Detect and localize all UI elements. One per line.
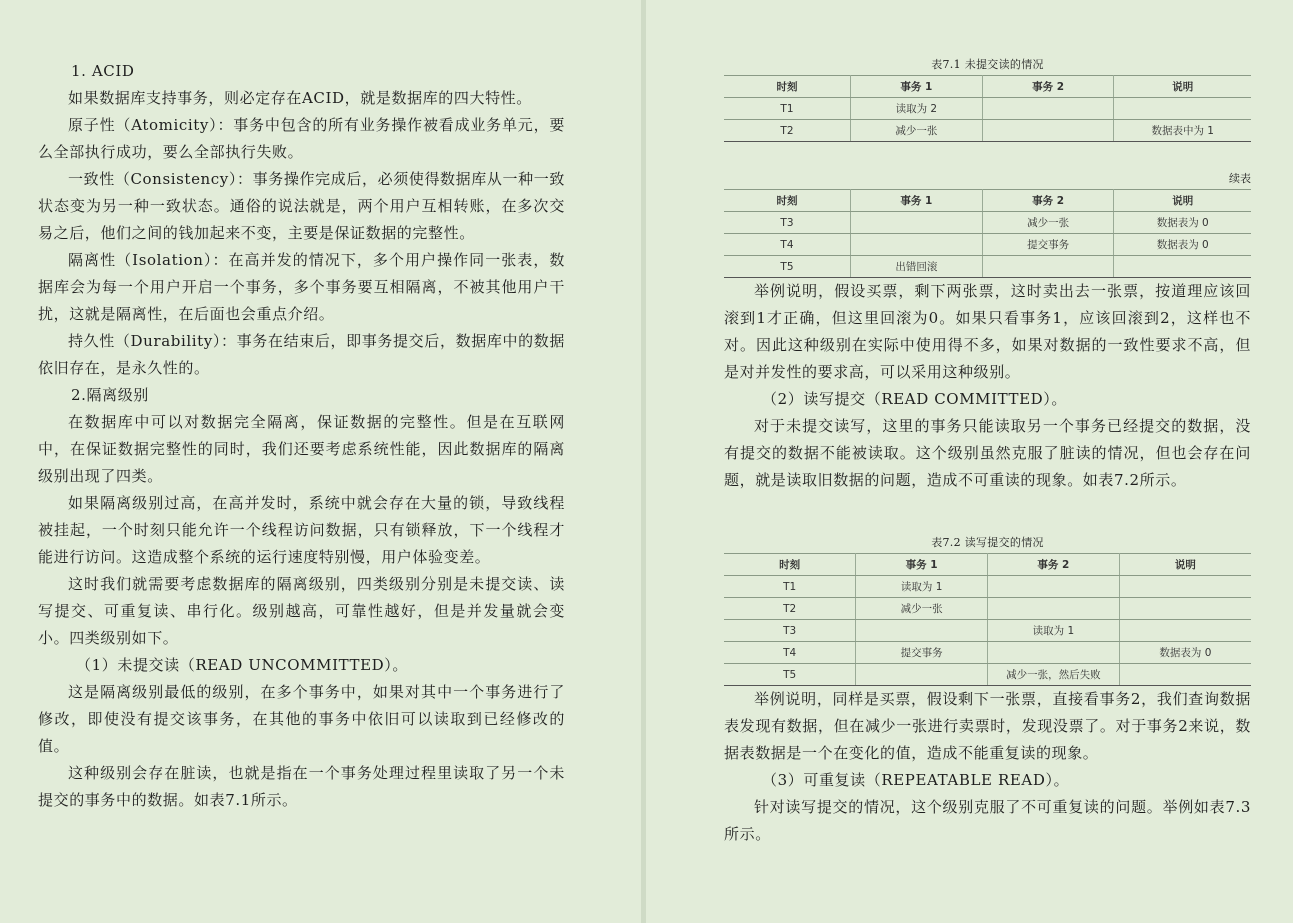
table-cell: 减少一张 [856, 598, 988, 620]
table-cell [982, 256, 1114, 278]
table-header-row [724, 554, 1251, 576]
table-7-2 [724, 553, 1251, 686]
left-page [0, 0, 641, 923]
paragraph: 一致性（Consistency）：事务操作完成后，必须使得数据库从一种一致状态变为另一种一致状态。通俗的说法就是，两个用户互相转账，在多次交易之后，他们之间的钱加起来不变，主要是保证数据的完整性。 [38, 170, 565, 242]
paragraph: 举例说明，同样是买票，假设剩下一张票，直接看事务2，我们查询数据表发现有数据，但在减少一张进行卖票时，发现没票了。对于事务2来说，数据表数据是一个在变化的值，造成不能重复读的现象。 [724, 690, 1251, 762]
table-row [724, 576, 1251, 598]
table-cell [988, 576, 1120, 598]
subsection-heading: （3）可重复读（REPEATABLE READ）。 [762, 771, 1070, 789]
paragraph: 持久性（Durability）：事务在结束后，即事务提交后，数据库中的数据依旧存在，是永久性的。 [38, 332, 565, 377]
table-cell: 读取为 2 [850, 98, 982, 120]
table-cell [988, 642, 1120, 664]
table-cell [850, 234, 982, 256]
paragraph: 针对读写提交的情况，这个级别克服了不可重复读的问题。举例如表7.3所示。 [724, 798, 1251, 843]
table-header-cell: 说明 [1119, 554, 1251, 576]
table-cell: 数据表为 0 [1114, 234, 1251, 256]
table-row [724, 234, 1251, 256]
paragraph: 隔离性（Isolation）：在高并发的情况下，多个用户操作同一张表，数据库会为每一个用户开启一个事务，多个事务要互相隔离，不被其他用户干扰，这就是隔离性，在后面也会重点介绍。 [38, 251, 565, 323]
table-cell [1119, 664, 1251, 686]
table-cell: T2 [724, 598, 856, 620]
table-row [724, 598, 1251, 620]
table-cell: T4 [724, 642, 856, 664]
table-cell: T1 [724, 98, 850, 120]
table-7-2-caption: 表7.2 读写提交的情况 [931, 536, 1044, 549]
table-cell: T5 [724, 256, 850, 278]
table-header-cell: 说明 [1114, 190, 1251, 212]
table-header-cell: 事务 2 [982, 190, 1114, 212]
right-text-block-b [724, 686, 1251, 848]
table-cell [1119, 620, 1251, 642]
table-7-1-caption: 表7.1 未提交读的情况 [931, 58, 1044, 71]
table-cell [1119, 598, 1251, 620]
table-cell [856, 664, 988, 686]
table-header-cell: 时刻 [724, 76, 850, 98]
section-heading: 2.隔离级别 [71, 386, 149, 404]
table-row [724, 212, 1251, 234]
table-cell: 提交事务 [982, 234, 1114, 256]
paragraph: 举例说明，假设买票，剩下两张票，这时卖出去一张票，按道理应该回滚到1才正确，但这里回滚为0。如果只看事务1，应该回滚到2，这样也不对。因此这种级别在实际中使用得不多，如果对数据的一致性要求不高，但是对并发性的要求高，可以采用这种级别。 [724, 282, 1251, 381]
table-7-1-continued [724, 189, 1251, 278]
paragraph: 在数据库中可以对数据完全隔离，保证数据的完整性。但是在互联网中，在保证数据完整性的同时，我们还要考虑系统性能，因此数据库的隔离级别出现了四类。 [38, 413, 565, 485]
paragraph: 如果数据库支持事务，则必定存在ACID，就是数据库的四大特性。 [68, 89, 532, 107]
table-cell: 减少一张，然后失败 [988, 664, 1120, 686]
table-header-cell: 时刻 [724, 554, 856, 576]
subsection-heading: （1）未提交读（READ UNCOMMITTED）。 [76, 656, 408, 674]
paragraph: 这是隔离级别最低的级别，在多个事务中，如果对其中一个事务进行了修改，即使没有提交该事务，在其他的事务中依旧可以读取到已经修改的值。 [38, 683, 565, 755]
table-cell: 减少一张 [982, 212, 1114, 234]
table-header-cell: 事务 1 [850, 190, 982, 212]
paragraph: 这种级别会存在脏读，也就是指在一个事务处理过程里读取了另一个未提交的事务中的数据。如表7.1所示。 [38, 764, 565, 809]
paragraph: 如果隔离级别过高，在高并发时，系统中就会存在大量的锁，导致线程被挂起，一个时刻只能允许一个线程访问数据，只有锁释放，下一个线程才能进行访问。这造成整个系统的运行速度特别慢，用户体验变差。 [38, 494, 565, 566]
table-cell: T2 [724, 120, 850, 142]
left-page-body [38, 58, 565, 814]
table-header-cell: 事务 2 [988, 554, 1120, 576]
table-cell: 减少一张 [850, 120, 982, 142]
table-cell: 数据表为 0 [1114, 212, 1251, 234]
table-header-row [724, 76, 1251, 98]
table-cell: 数据表为 0 [1119, 642, 1251, 664]
table-cell [1114, 256, 1251, 278]
table-cell [850, 212, 982, 234]
table-cell [982, 120, 1114, 142]
table-cell: 提交事务 [856, 642, 988, 664]
table-cell [988, 598, 1120, 620]
table-header-row [724, 190, 1251, 212]
table-cell: T3 [724, 212, 850, 234]
paragraph: 这时我们就需要考虑数据库的隔离级别，四类级别分别是未提交读、读写提交、可重复读、串行化。级别越高，可靠性越好，但是并发量就会变小。四类级别如下。 [38, 575, 565, 647]
table-cell [1119, 576, 1251, 598]
table-cell [982, 98, 1114, 120]
table-row [724, 642, 1251, 664]
table-continued-label: 续表 [1229, 172, 1251, 185]
paragraph: 原子性（Atomicity）：事务中包含的所有业务操作被看成业务单元，要么全部执行成功，要么全部执行失败。 [38, 116, 565, 161]
table-row [724, 664, 1251, 686]
section-heading: 1. ACID [71, 62, 135, 80]
table-cell: 读取为 1 [988, 620, 1120, 642]
subsection-heading: （2）读写提交（READ COMMITTED）。 [762, 390, 1067, 408]
table-header-cell: 事务 1 [856, 554, 988, 576]
table-7-1 [724, 75, 1251, 142]
table-cell: 出错回滚 [850, 256, 982, 278]
table-cell: T4 [724, 234, 850, 256]
table-row [724, 120, 1251, 142]
right-text-block-a [724, 278, 1251, 494]
table-header-cell: 事务 1 [850, 76, 982, 98]
table-cell [856, 620, 988, 642]
table-cell: T5 [724, 664, 856, 686]
table-cell: 数据表中为 1 [1114, 120, 1251, 142]
table-header-cell: 事务 2 [982, 76, 1114, 98]
table-header-cell: 时刻 [724, 190, 850, 212]
table-cell: T1 [724, 576, 856, 598]
table-row [724, 98, 1251, 120]
table-cell [1114, 98, 1251, 120]
paragraph: 对于未提交读写，这里的事务只能读取另一个事务已经提交的数据，没有提交的数据不能被读取。这个级别虽然克服了脏读的情况，但也会存在问题，就是读取旧数据的问题，造成不可重读的现象。如表7.2所示。 [724, 417, 1251, 489]
table-header-cell: 说明 [1114, 76, 1251, 98]
table-row [724, 620, 1251, 642]
table-cell: T3 [724, 620, 856, 642]
table-row [724, 256, 1251, 278]
table-cell: 读取为 1 [856, 576, 988, 598]
right-page [646, 0, 1293, 923]
